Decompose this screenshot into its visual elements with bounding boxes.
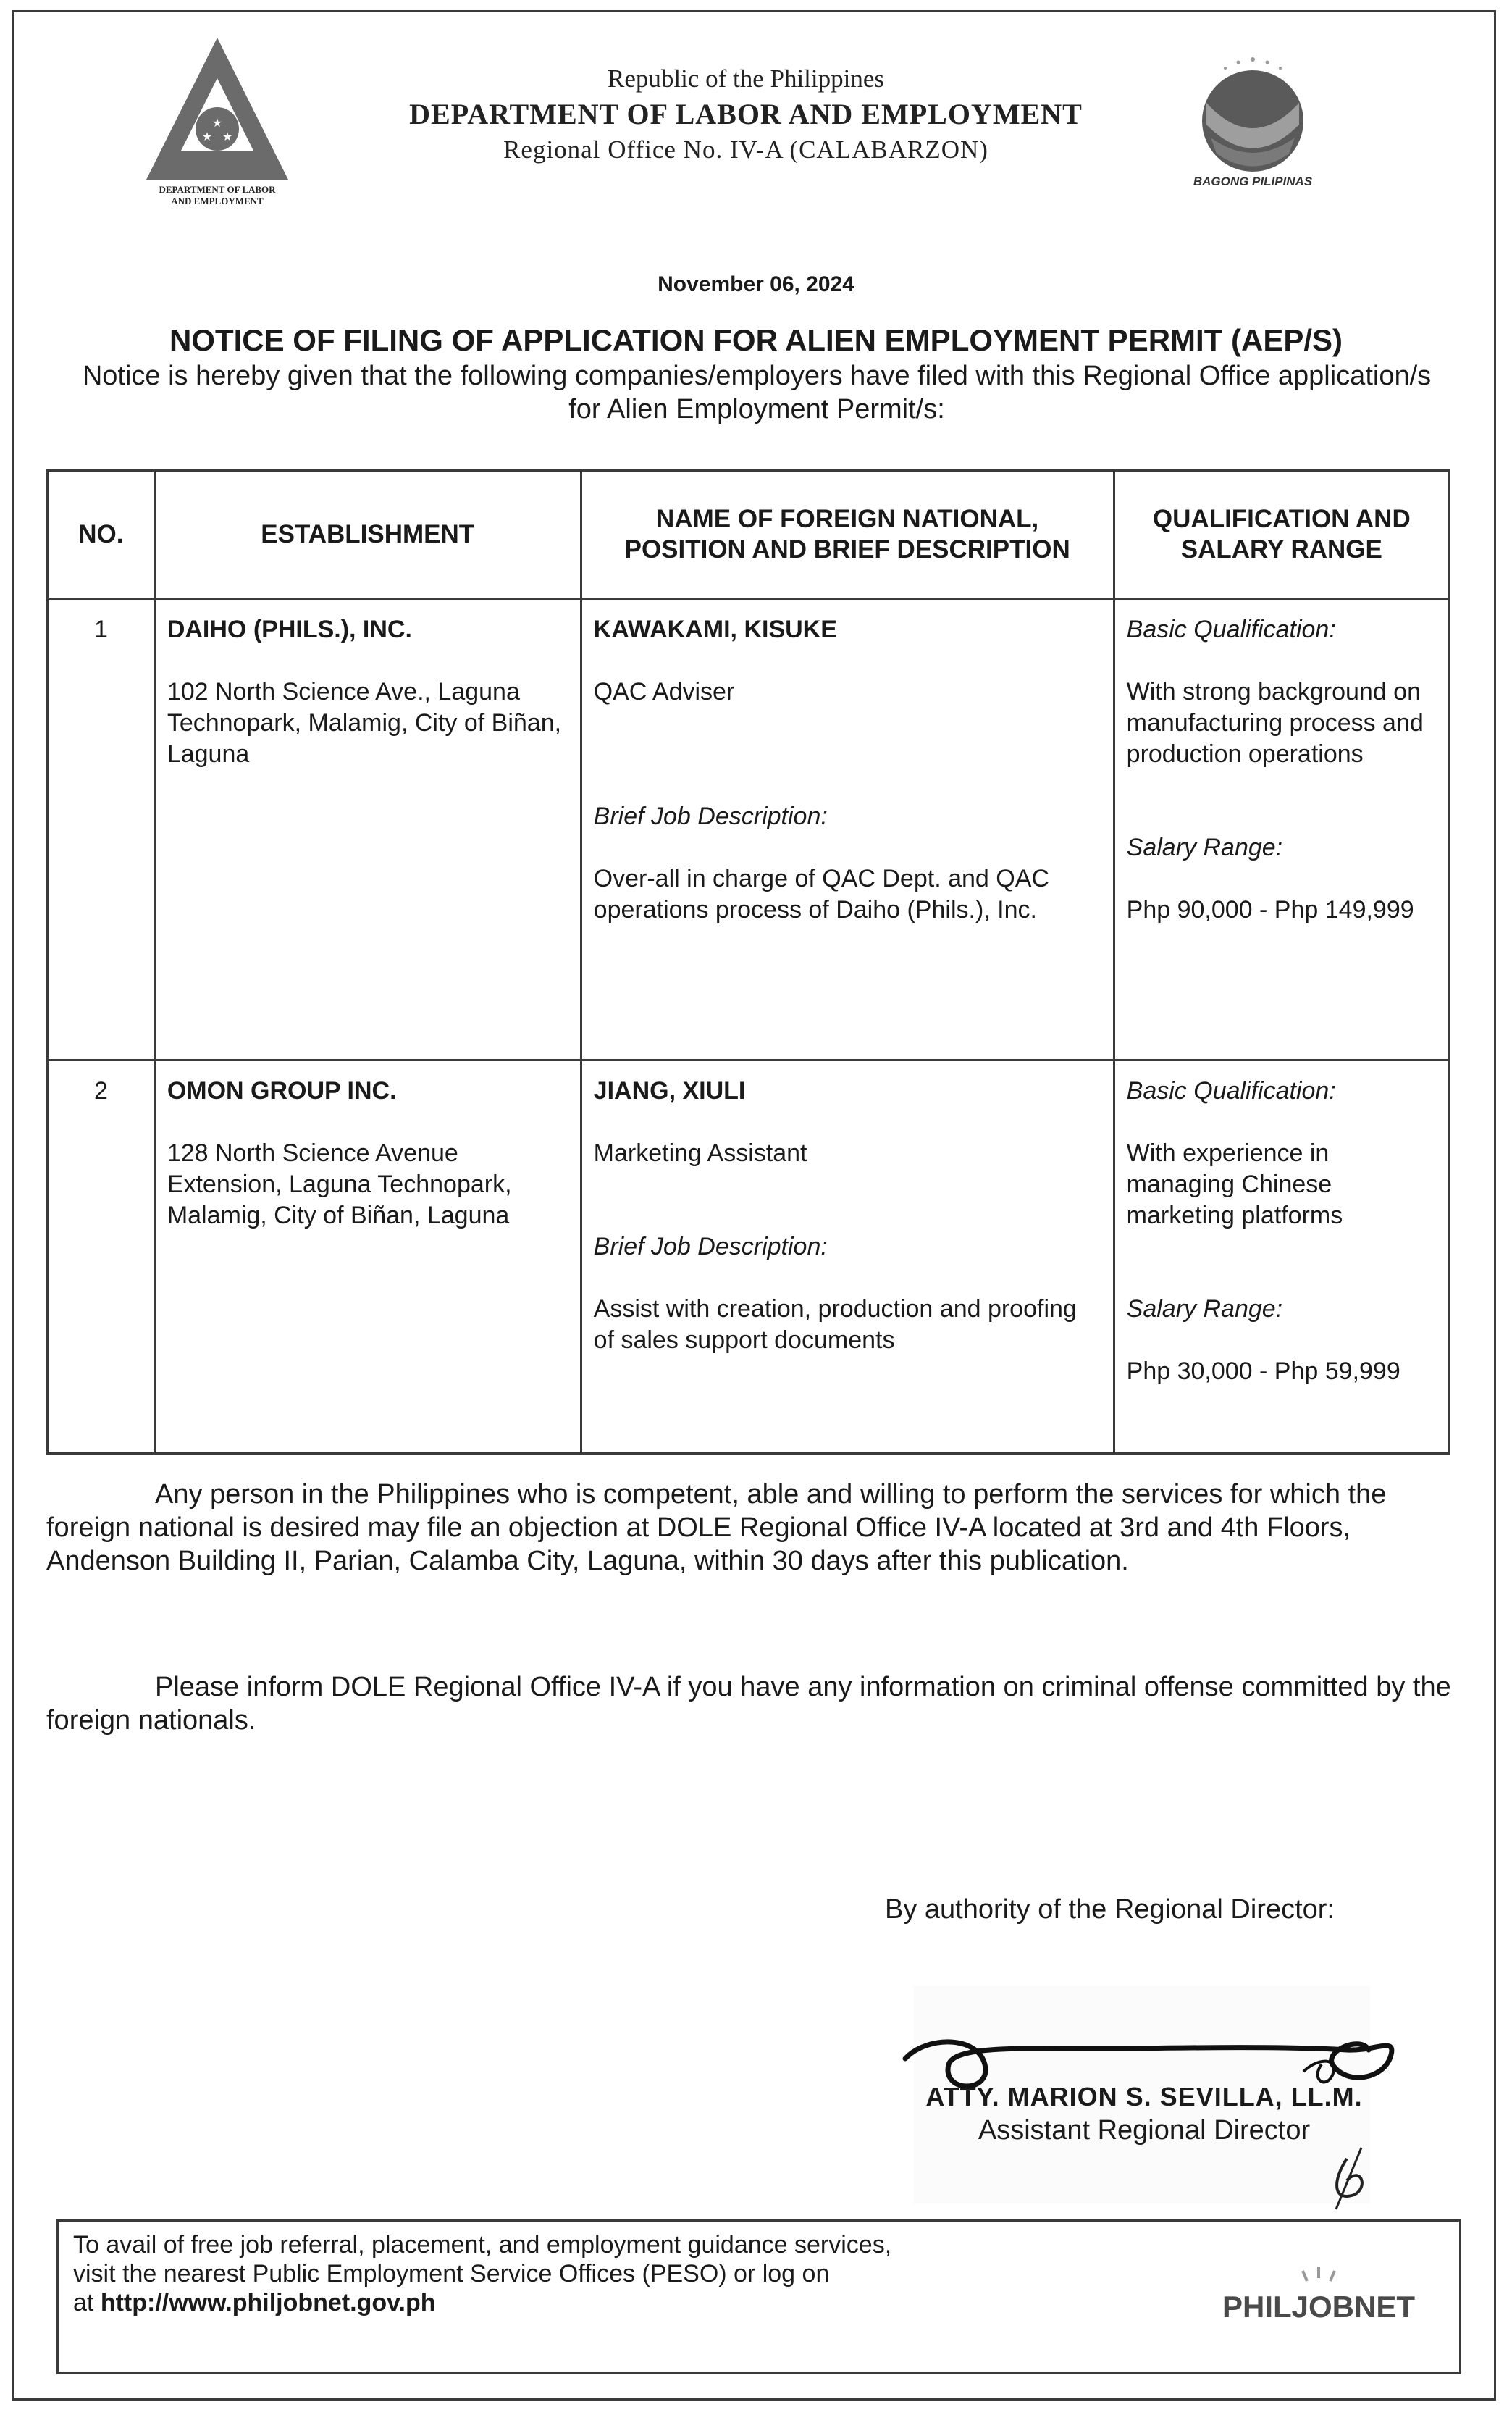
establishment-address: 128 North Science Avenue Extension, Laguna Technopark, Malamig, City of Biñan, Laguna [167,1139,512,1229]
notice-date: November 06, 2024 [658,272,854,296]
row-number-text: 1 [93,616,108,643]
dole-logo [138,35,297,209]
header-qual-line2: SALARY RANGE [1180,535,1382,564]
header-no: NO. [48,471,155,599]
qualification-cell [1114,599,1449,1060]
philjobnet-link[interactable]: http://www.philjobnet.gov.ph [100,2289,436,2316]
signatory-name: ATTY. MARION S. SEVILLA, LL.M. [925,2082,1363,2111]
row-number [48,599,155,1060]
bagong-pilipinas-logo [1166,45,1340,190]
brief-label: Brief Job Description: [593,803,828,830]
position: QAC Adviser [593,678,735,706]
establishment-cell [154,1060,581,1454]
salary-label: Salary Range: [1126,834,1283,861]
footer-line1: To avail of free job referral, placement, and employment guidance services, [73,2231,892,2259]
header-establishment: ESTABLISHMENT [154,471,581,599]
bagong-pilipinas-text: BAGONG PILIPINAS [1193,175,1313,188]
establishment-cell [154,599,581,1060]
establishment-name: OMON GROUP INC. [167,1077,397,1105]
inform-text: Please inform DOLE Regional Office IV-A if you have any information on criminal offense committed by the foreign nationals. [46,1672,1451,1736]
header-qualification [1114,471,1449,599]
foreign-national-name: JIANG, XIULI [593,1077,746,1105]
foreign-national-name: KAWAKAMI, KISUKE [593,616,837,643]
svg-text:★: ★ [222,131,233,143]
brief-description: Assist with creation, production and proofing of sales support documents [593,1295,1077,1354]
qualification-label: Basic Qualification: [1126,616,1336,643]
position: Marketing Assistant [593,1139,807,1167]
qualification-label: Basic Qualification: [1126,1077,1336,1105]
department-name: DEPARTMENT OF LABOR AND EMPLOYMENT [409,98,1083,130]
header-name-line1: NAME OF FOREIGN NATIONAL, [656,505,1039,533]
table-header-row [48,471,1450,599]
qualification-text: With strong background on manufacturing process and production operations [1126,678,1424,768]
philjobnet-logo [1210,2261,1427,2340]
footer-box [56,2219,1461,2374]
notice-title: NOTICE OF FILING OF APPLICATION FOR ALIEN EMPLOYMENT PERMIT (AEP/S) [169,323,1343,357]
svg-text:★: ★ [201,131,213,143]
footer-line3 [73,2288,891,2317]
salary-range: Php 90,000 - Php 149,999 [1126,896,1414,924]
regional-office: Regional Office No. IV-A (CALABARZON) [503,135,988,164]
row-number-text: 2 [93,1077,108,1105]
header-name-line2: POSITION AND BRIEF DESCRIPTION [624,535,1070,564]
qualification-cell [1114,1060,1449,1454]
row-number [48,1060,155,1454]
establishment-address: 102 North Science Ave., Laguna Technopark, Malamig, City of Biñan, Laguna [167,678,562,768]
brief-description: Over-all in charge of QAC Dept. and QAC operations process of Daiho (Phils.), Inc. [593,865,1049,924]
authority-line: By authority of the Regional Director: [885,1894,1335,1925]
salary-range: Php 30,000 - Php 59,999 [1126,1357,1400,1385]
letterhead [348,64,1144,165]
dole-logo-text-2: AND EMPLOYMENT [171,196,264,206]
aep-table [46,469,1450,1455]
inform-paragraph [46,1670,1462,1737]
objection-text: Any person in the Philippines who is competent, able and willing to perform the services for which the foreign national is desired may file an objection at DOLE Regional Office IV-A located at 3rd and 4th Floors, Andenson Building II, Parian, Calamba City, Laguna, within 30 days after this publication. [46,1479,1387,1576]
establishment-name: DAIHO (PHILS.), INC. [167,616,412,643]
brief-label: Brief Job Description: [593,1233,828,1260]
foreign-national-cell [581,1060,1114,1454]
salary-label: Salary Range: [1126,1295,1283,1323]
table-row [48,599,1450,1060]
notice-intro: Notice is hereby given that the following companies/employers have filed with this Regional Office application/s for Alien Employment Permit/s: [82,361,1432,424]
footer-line2: visit the nearest Public Employment Service Offices (PESO) or log on [73,2260,830,2288]
signatory-title: Assistant Regional Director [978,2115,1311,2146]
header-foreign-national [581,471,1114,599]
footer-line3-prefix: at [73,2289,101,2316]
objection-paragraph [46,1478,1462,1578]
foreign-national-cell [581,599,1114,1060]
handwritten-signature [898,2006,1405,2224]
footer-text [73,2230,891,2317]
philjobnet-logo-text: PHILJOBNET [1222,2290,1416,2324]
qualification-text: With experience in managing Chinese marketing platforms [1126,1139,1343,1229]
dole-logo-text-1: DEPARTMENT OF LABOR [159,184,276,195]
republic-text: Republic of the Philippines [607,64,885,93]
svg-text:★: ★ [211,117,223,130]
table-row [48,1060,1450,1454]
header-qual-line1: QUALIFICATION AND [1152,505,1411,533]
